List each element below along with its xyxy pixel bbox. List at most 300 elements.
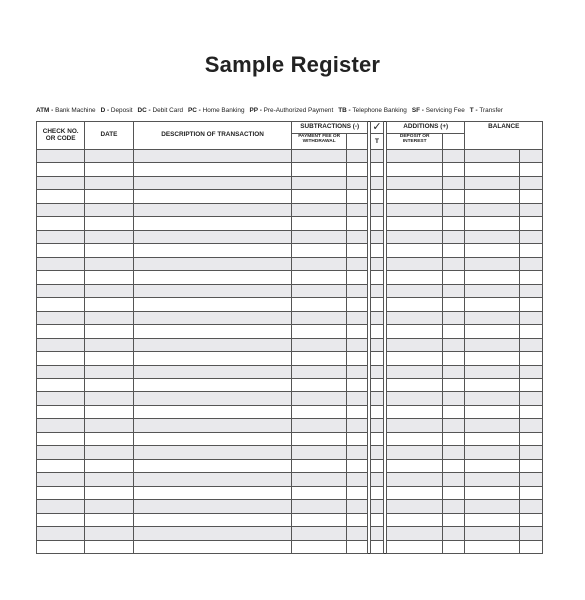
cell-deposit-cents[interactable] xyxy=(443,190,465,203)
cell-balance-cents[interactable] xyxy=(519,203,542,216)
cell-deposit[interactable] xyxy=(387,486,443,499)
cell-deposit-cents[interactable] xyxy=(443,163,465,176)
cell-deposit-cents[interactable] xyxy=(443,352,465,365)
cell-deposit[interactable] xyxy=(387,311,443,324)
cell-payment-cents[interactable] xyxy=(346,163,367,176)
cell-date[interactable] xyxy=(85,325,133,338)
cell-deposit[interactable] xyxy=(387,446,443,459)
cell-payment[interactable] xyxy=(292,244,346,257)
cell-check-no[interactable] xyxy=(37,257,85,270)
cell-payment-cents[interactable] xyxy=(346,527,367,540)
cell-check-no[interactable] xyxy=(37,473,85,486)
cell-date[interactable] xyxy=(85,540,133,553)
cell-description[interactable] xyxy=(133,378,292,391)
cell-balance[interactable] xyxy=(465,311,519,324)
cell-check-no[interactable] xyxy=(37,230,85,243)
cell-deposit-cents[interactable] xyxy=(443,217,465,230)
cell-payment[interactable] xyxy=(292,311,346,324)
cell-check[interactable] xyxy=(370,473,383,486)
cell-deposit[interactable] xyxy=(387,244,443,257)
cell-balance[interactable] xyxy=(465,325,519,338)
cell-payment-cents[interactable] xyxy=(346,352,367,365)
cell-payment[interactable] xyxy=(292,163,346,176)
cell-description[interactable] xyxy=(133,150,292,163)
cell-check[interactable] xyxy=(370,217,383,230)
cell-balance-cents[interactable] xyxy=(519,446,542,459)
cell-payment-cents[interactable] xyxy=(346,365,367,378)
cell-payment[interactable] xyxy=(292,365,346,378)
cell-balance[interactable] xyxy=(465,540,519,553)
cell-balance-cents[interactable] xyxy=(519,176,542,189)
cell-balance[interactable] xyxy=(465,486,519,499)
cell-balance[interactable] xyxy=(465,271,519,284)
cell-payment-cents[interactable] xyxy=(346,150,367,163)
cell-deposit[interactable] xyxy=(387,150,443,163)
cell-deposit[interactable] xyxy=(387,419,443,432)
cell-check-no[interactable] xyxy=(37,190,85,203)
cell-payment[interactable] xyxy=(292,217,346,230)
cell-deposit-cents[interactable] xyxy=(443,298,465,311)
cell-deposit[interactable] xyxy=(387,163,443,176)
cell-check-no[interactable] xyxy=(37,163,85,176)
cell-description[interactable] xyxy=(133,419,292,432)
cell-balance[interactable] xyxy=(465,500,519,513)
cell-deposit-cents[interactable] xyxy=(443,203,465,216)
cell-date[interactable] xyxy=(85,486,133,499)
cell-payment[interactable] xyxy=(292,392,346,405)
cell-payment-cents[interactable] xyxy=(346,176,367,189)
cell-check[interactable] xyxy=(370,500,383,513)
cell-balance[interactable] xyxy=(465,190,519,203)
cell-date[interactable] xyxy=(85,150,133,163)
cell-check[interactable] xyxy=(370,163,383,176)
cell-description[interactable] xyxy=(133,365,292,378)
cell-deposit-cents[interactable] xyxy=(443,392,465,405)
cell-balance[interactable] xyxy=(465,459,519,472)
cell-deposit-cents[interactable] xyxy=(443,257,465,270)
cell-deposit[interactable] xyxy=(387,405,443,418)
cell-payment-cents[interactable] xyxy=(346,298,367,311)
cell-balance-cents[interactable] xyxy=(519,298,542,311)
cell-deposit-cents[interactable] xyxy=(443,150,465,163)
cell-payment[interactable] xyxy=(292,405,346,418)
cell-description[interactable] xyxy=(133,217,292,230)
cell-description[interactable] xyxy=(133,298,292,311)
cell-description[interactable] xyxy=(133,190,292,203)
cell-deposit[interactable] xyxy=(387,284,443,297)
cell-date[interactable] xyxy=(85,405,133,418)
cell-description[interactable] xyxy=(133,486,292,499)
cell-payment[interactable] xyxy=(292,432,346,445)
cell-balance[interactable] xyxy=(465,513,519,526)
cell-balance-cents[interactable] xyxy=(519,150,542,163)
cell-check-no[interactable] xyxy=(37,311,85,324)
cell-check[interactable] xyxy=(370,446,383,459)
cell-check-no[interactable] xyxy=(37,244,85,257)
cell-deposit[interactable] xyxy=(387,527,443,540)
cell-deposit-cents[interactable] xyxy=(443,500,465,513)
cell-deposit[interactable] xyxy=(387,432,443,445)
cell-deposit[interactable] xyxy=(387,513,443,526)
cell-payment-cents[interactable] xyxy=(346,217,367,230)
cell-deposit-cents[interactable] xyxy=(443,473,465,486)
cell-deposit-cents[interactable] xyxy=(443,176,465,189)
cell-payment[interactable] xyxy=(292,527,346,540)
cell-balance[interactable] xyxy=(465,338,519,351)
cell-balance[interactable] xyxy=(465,163,519,176)
cell-description[interactable] xyxy=(133,432,292,445)
cell-deposit-cents[interactable] xyxy=(443,271,465,284)
cell-description[interactable] xyxy=(133,540,292,553)
cell-deposit[interactable] xyxy=(387,325,443,338)
cell-check[interactable] xyxy=(370,513,383,526)
cell-payment[interactable] xyxy=(292,473,346,486)
cell-payment-cents[interactable] xyxy=(346,230,367,243)
cell-balance[interactable] xyxy=(465,446,519,459)
cell-date[interactable] xyxy=(85,513,133,526)
cell-check-no[interactable] xyxy=(37,378,85,391)
cell-balance-cents[interactable] xyxy=(519,473,542,486)
cell-payment[interactable] xyxy=(292,513,346,526)
cell-check-no[interactable] xyxy=(37,540,85,553)
cell-deposit[interactable] xyxy=(387,190,443,203)
cell-balance-cents[interactable] xyxy=(519,527,542,540)
cell-check-no[interactable] xyxy=(37,325,85,338)
cell-payment-cents[interactable] xyxy=(346,473,367,486)
cell-balance[interactable] xyxy=(465,217,519,230)
cell-date[interactable] xyxy=(85,284,133,297)
cell-date[interactable] xyxy=(85,338,133,351)
cell-balance-cents[interactable] xyxy=(519,217,542,230)
cell-deposit[interactable] xyxy=(387,338,443,351)
cell-description[interactable] xyxy=(133,352,292,365)
cell-check-no[interactable] xyxy=(37,352,85,365)
cell-deposit-cents[interactable] xyxy=(443,432,465,445)
cell-deposit[interactable] xyxy=(387,500,443,513)
cell-payment-cents[interactable] xyxy=(346,311,367,324)
cell-description[interactable] xyxy=(133,203,292,216)
cell-description[interactable] xyxy=(133,311,292,324)
cell-balance-cents[interactable] xyxy=(519,244,542,257)
cell-description[interactable] xyxy=(133,338,292,351)
cell-payment[interactable] xyxy=(292,540,346,553)
cell-balance-cents[interactable] xyxy=(519,365,542,378)
cell-balance[interactable] xyxy=(465,150,519,163)
cell-payment-cents[interactable] xyxy=(346,190,367,203)
cell-deposit-cents[interactable] xyxy=(443,311,465,324)
cell-check[interactable] xyxy=(370,419,383,432)
cell-payment-cents[interactable] xyxy=(346,500,367,513)
cell-deposit-cents[interactable] xyxy=(443,244,465,257)
cell-date[interactable] xyxy=(85,392,133,405)
cell-payment-cents[interactable] xyxy=(346,432,367,445)
cell-payment-cents[interactable] xyxy=(346,325,367,338)
cell-balance-cents[interactable] xyxy=(519,500,542,513)
cell-description[interactable] xyxy=(133,446,292,459)
cell-date[interactable] xyxy=(85,257,133,270)
cell-balance-cents[interactable] xyxy=(519,459,542,472)
cell-date[interactable] xyxy=(85,298,133,311)
cell-payment[interactable] xyxy=(292,486,346,499)
cell-check[interactable] xyxy=(370,190,383,203)
cell-payment-cents[interactable] xyxy=(346,338,367,351)
cell-date[interactable] xyxy=(85,459,133,472)
cell-deposit[interactable] xyxy=(387,230,443,243)
cell-check[interactable] xyxy=(370,540,383,553)
cell-check[interactable] xyxy=(370,432,383,445)
cell-description[interactable] xyxy=(133,230,292,243)
cell-payment-cents[interactable] xyxy=(346,513,367,526)
cell-payment[interactable] xyxy=(292,378,346,391)
cell-check[interactable] xyxy=(370,486,383,499)
cell-deposit[interactable] xyxy=(387,540,443,553)
cell-deposit[interactable] xyxy=(387,298,443,311)
cell-check-no[interactable] xyxy=(37,284,85,297)
cell-deposit[interactable] xyxy=(387,378,443,391)
cell-check-no[interactable] xyxy=(37,298,85,311)
cell-check-no[interactable] xyxy=(37,338,85,351)
cell-balance[interactable] xyxy=(465,392,519,405)
cell-deposit[interactable] xyxy=(387,176,443,189)
cell-deposit[interactable] xyxy=(387,257,443,270)
cell-balance-cents[interactable] xyxy=(519,271,542,284)
cell-balance-cents[interactable] xyxy=(519,190,542,203)
cell-deposit[interactable] xyxy=(387,365,443,378)
cell-balance-cents[interactable] xyxy=(519,284,542,297)
cell-date[interactable] xyxy=(85,527,133,540)
cell-balance-cents[interactable] xyxy=(519,257,542,270)
cell-description[interactable] xyxy=(133,271,292,284)
cell-check-no[interactable] xyxy=(37,446,85,459)
cell-check-no[interactable] xyxy=(37,486,85,499)
cell-date[interactable] xyxy=(85,230,133,243)
cell-balance[interactable] xyxy=(465,298,519,311)
cell-check[interactable] xyxy=(370,338,383,351)
cell-deposit-cents[interactable] xyxy=(443,459,465,472)
cell-check[interactable] xyxy=(370,271,383,284)
cell-payment-cents[interactable] xyxy=(346,486,367,499)
cell-check[interactable] xyxy=(370,459,383,472)
cell-deposit[interactable] xyxy=(387,473,443,486)
cell-balance[interactable] xyxy=(465,405,519,418)
cell-check[interactable] xyxy=(370,244,383,257)
cell-description[interactable] xyxy=(133,500,292,513)
cell-payment[interactable] xyxy=(292,190,346,203)
cell-check-no[interactable] xyxy=(37,500,85,513)
cell-deposit[interactable] xyxy=(387,203,443,216)
cell-date[interactable] xyxy=(85,203,133,216)
cell-description[interactable] xyxy=(133,527,292,540)
cell-payment[interactable] xyxy=(292,500,346,513)
cell-balance-cents[interactable] xyxy=(519,540,542,553)
cell-payment-cents[interactable] xyxy=(346,446,367,459)
cell-check[interactable] xyxy=(370,284,383,297)
cell-check-no[interactable] xyxy=(37,459,85,472)
cell-balance-cents[interactable] xyxy=(519,352,542,365)
cell-check[interactable] xyxy=(370,527,383,540)
cell-payment[interactable] xyxy=(292,419,346,432)
cell-date[interactable] xyxy=(85,473,133,486)
cell-deposit-cents[interactable] xyxy=(443,527,465,540)
cell-balance[interactable] xyxy=(465,378,519,391)
cell-deposit[interactable] xyxy=(387,352,443,365)
cell-deposit-cents[interactable] xyxy=(443,446,465,459)
cell-check[interactable] xyxy=(370,405,383,418)
cell-payment[interactable] xyxy=(292,203,346,216)
cell-balance-cents[interactable] xyxy=(519,432,542,445)
cell-deposit-cents[interactable] xyxy=(443,230,465,243)
cell-payment[interactable] xyxy=(292,338,346,351)
cell-deposit-cents[interactable] xyxy=(443,365,465,378)
cell-description[interactable] xyxy=(133,176,292,189)
cell-description[interactable] xyxy=(133,392,292,405)
cell-date[interactable] xyxy=(85,176,133,189)
cell-balance[interactable] xyxy=(465,432,519,445)
cell-check-no[interactable] xyxy=(37,176,85,189)
cell-check[interactable] xyxy=(370,203,383,216)
cell-payment-cents[interactable] xyxy=(346,540,367,553)
cell-date[interactable] xyxy=(85,271,133,284)
cell-balance-cents[interactable] xyxy=(519,392,542,405)
cell-date[interactable] xyxy=(85,163,133,176)
cell-payment[interactable] xyxy=(292,298,346,311)
cell-balance-cents[interactable] xyxy=(519,338,542,351)
cell-payment[interactable] xyxy=(292,325,346,338)
cell-payment[interactable] xyxy=(292,446,346,459)
cell-check-no[interactable] xyxy=(37,150,85,163)
cell-balance-cents[interactable] xyxy=(519,230,542,243)
cell-description[interactable] xyxy=(133,163,292,176)
cell-check-no[interactable] xyxy=(37,419,85,432)
cell-date[interactable] xyxy=(85,190,133,203)
cell-check[interactable] xyxy=(370,176,383,189)
cell-check[interactable] xyxy=(370,325,383,338)
cell-description[interactable] xyxy=(133,257,292,270)
cell-balance[interactable] xyxy=(465,203,519,216)
cell-balance-cents[interactable] xyxy=(519,325,542,338)
cell-balance[interactable] xyxy=(465,257,519,270)
cell-date[interactable] xyxy=(85,244,133,257)
cell-payment-cents[interactable] xyxy=(346,392,367,405)
cell-payment[interactable] xyxy=(292,150,346,163)
cell-date[interactable] xyxy=(85,378,133,391)
cell-date[interactable] xyxy=(85,446,133,459)
cell-deposit[interactable] xyxy=(387,217,443,230)
cell-check-no[interactable] xyxy=(37,365,85,378)
cell-date[interactable] xyxy=(85,500,133,513)
cell-balance-cents[interactable] xyxy=(519,513,542,526)
cell-check-no[interactable] xyxy=(37,217,85,230)
cell-payment-cents[interactable] xyxy=(346,459,367,472)
cell-balance[interactable] xyxy=(465,352,519,365)
cell-description[interactable] xyxy=(133,459,292,472)
cell-balance-cents[interactable] xyxy=(519,163,542,176)
cell-balance-cents[interactable] xyxy=(519,405,542,418)
cell-check[interactable] xyxy=(370,257,383,270)
cell-payment[interactable] xyxy=(292,284,346,297)
cell-date[interactable] xyxy=(85,352,133,365)
cell-balance[interactable] xyxy=(465,284,519,297)
cell-description[interactable] xyxy=(133,325,292,338)
cell-balance[interactable] xyxy=(465,244,519,257)
cell-check[interactable] xyxy=(370,230,383,243)
cell-check[interactable] xyxy=(370,352,383,365)
cell-date[interactable] xyxy=(85,217,133,230)
cell-payment[interactable] xyxy=(292,459,346,472)
cell-payment-cents[interactable] xyxy=(346,244,367,257)
cell-balance[interactable] xyxy=(465,473,519,486)
cell-balance-cents[interactable] xyxy=(519,419,542,432)
cell-deposit[interactable] xyxy=(387,459,443,472)
cell-balance[interactable] xyxy=(465,527,519,540)
cell-deposit-cents[interactable] xyxy=(443,486,465,499)
cell-payment-cents[interactable] xyxy=(346,257,367,270)
cell-payment[interactable] xyxy=(292,352,346,365)
cell-payment-cents[interactable] xyxy=(346,271,367,284)
cell-deposit-cents[interactable] xyxy=(443,540,465,553)
cell-balance[interactable] xyxy=(465,230,519,243)
cell-payment-cents[interactable] xyxy=(346,419,367,432)
cell-payment-cents[interactable] xyxy=(346,378,367,391)
cell-check-no[interactable] xyxy=(37,203,85,216)
cell-check[interactable] xyxy=(370,392,383,405)
cell-deposit[interactable] xyxy=(387,271,443,284)
cell-deposit[interactable] xyxy=(387,392,443,405)
cell-payment[interactable] xyxy=(292,176,346,189)
cell-deposit-cents[interactable] xyxy=(443,325,465,338)
cell-check[interactable] xyxy=(370,378,383,391)
cell-description[interactable] xyxy=(133,244,292,257)
cell-check-no[interactable] xyxy=(37,513,85,526)
cell-check-no[interactable] xyxy=(37,392,85,405)
cell-check-no[interactable] xyxy=(37,271,85,284)
cell-check-no[interactable] xyxy=(37,405,85,418)
cell-description[interactable] xyxy=(133,513,292,526)
cell-description[interactable] xyxy=(133,284,292,297)
cell-deposit-cents[interactable] xyxy=(443,405,465,418)
cell-balance[interactable] xyxy=(465,419,519,432)
cell-deposit-cents[interactable] xyxy=(443,419,465,432)
cell-payment-cents[interactable] xyxy=(346,203,367,216)
cell-description[interactable] xyxy=(133,405,292,418)
cell-check[interactable] xyxy=(370,311,383,324)
cell-date[interactable] xyxy=(85,419,133,432)
cell-payment-cents[interactable] xyxy=(346,405,367,418)
cell-payment[interactable] xyxy=(292,271,346,284)
cell-deposit-cents[interactable] xyxy=(443,284,465,297)
cell-balance[interactable] xyxy=(465,365,519,378)
cell-deposit-cents[interactable] xyxy=(443,513,465,526)
cell-balance[interactable] xyxy=(465,176,519,189)
cell-balance-cents[interactable] xyxy=(519,311,542,324)
cell-date[interactable] xyxy=(85,432,133,445)
cell-check[interactable] xyxy=(370,365,383,378)
cell-payment-cents[interactable] xyxy=(346,284,367,297)
cell-date[interactable] xyxy=(85,311,133,324)
cell-check[interactable] xyxy=(370,150,383,163)
cell-check-no[interactable] xyxy=(37,432,85,445)
cell-deposit-cents[interactable] xyxy=(443,378,465,391)
cell-check[interactable] xyxy=(370,298,383,311)
cell-payment[interactable] xyxy=(292,230,346,243)
cell-balance-cents[interactable] xyxy=(519,378,542,391)
cell-description[interactable] xyxy=(133,473,292,486)
cell-payment[interactable] xyxy=(292,257,346,270)
cell-deposit-cents[interactable] xyxy=(443,338,465,351)
cell-date[interactable] xyxy=(85,365,133,378)
cell-check-no[interactable] xyxy=(37,527,85,540)
cell-balance-cents[interactable] xyxy=(519,486,542,499)
